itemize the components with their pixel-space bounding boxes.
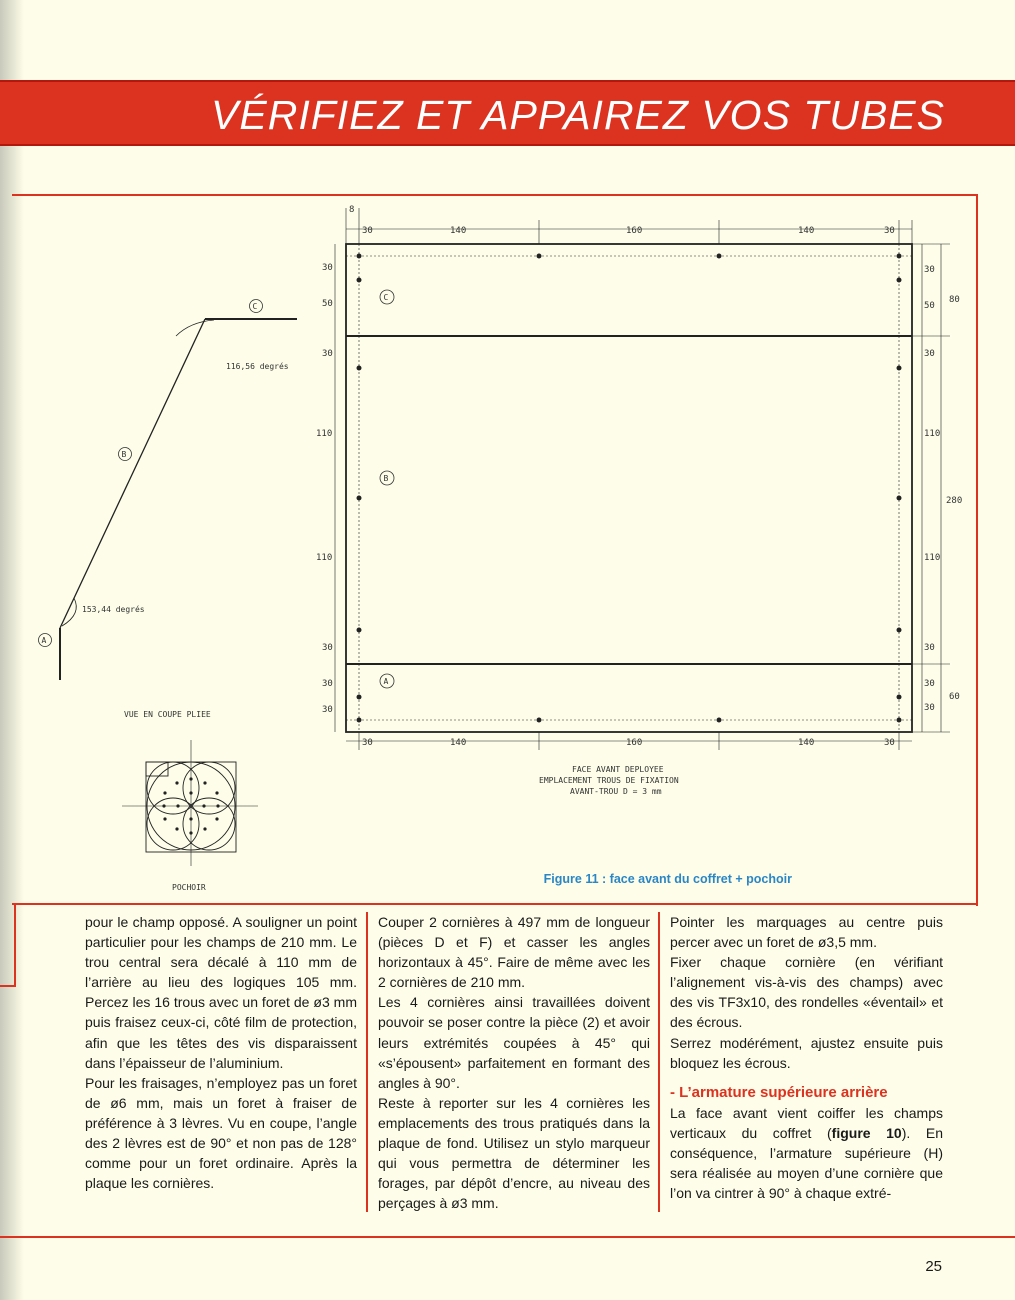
panel-label-c: C: [383, 293, 389, 302]
page-title: VÉRIFIEZ ET APPAIREZ VOS TUBES: [211, 92, 945, 138]
section-view-title: VUE EN COUPE PLIEE: [124, 710, 211, 719]
dim-left-30-c: 30: [322, 643, 333, 653]
section-label-a: A: [41, 636, 47, 645]
dim-right-30-c: 30: [924, 643, 935, 653]
panel-label-b: B: [383, 474, 389, 483]
panel-holes: [357, 254, 902, 723]
dim-bottom-30-right: 30: [884, 738, 895, 748]
paragraph: Serrez modérément, ajustez ensuite puis bloquez les écrous.: [670, 1034, 943, 1071]
dim-top-160: 160: [626, 226, 643, 236]
dim-left-110-a: 110: [316, 429, 333, 439]
section-line-b: [60, 319, 205, 628]
text-column-2: [378, 912, 650, 1213]
dim-bottom-140-right: 140: [798, 738, 815, 748]
dim-right-total-80: 80: [949, 295, 960, 305]
paragraph: Pour les fraisages, n’employez pas un foret de ø6 mm, mais un foret à fraiser de préférence à 3 lèvres. Vu en coupe, l’angle des 2 lèvres est de 90° et non pas de 128° comme pour un foret ordinaire. Après la plaque les cornières.: [85, 1074, 357, 1192]
section-markers: [39, 300, 263, 647]
dim-top-30-left: 30: [362, 226, 373, 236]
panel-title-line-2: EMPLACEMENT TROUS DE FIXATION: [539, 776, 679, 785]
dim-left-30-a: 30: [322, 263, 333, 273]
dim-top-8: 8: [349, 205, 355, 215]
dim-left-110-b: 110: [316, 553, 333, 563]
section-label-c: C: [252, 302, 258, 311]
angle-arc-top: [176, 320, 214, 336]
dim-right-30-e: 30: [924, 703, 935, 713]
dim-right-30-b: 30: [924, 349, 935, 359]
panel-label-a: A: [383, 677, 389, 686]
front-panel-drawing: [335, 208, 950, 750]
angle-bottom-label: 153,44 degrés: [82, 605, 145, 614]
dim-top-30-right: 30: [884, 226, 895, 236]
paragraph: Reste à reporter sur les 4 cornières les emplacements des trous pratiqués dans la plaque de fond. Utilisez un stylo marqueur qui vous permettra de déterminer les forages, par dépôt d’encre, au niveau des perçages à ø3 mm.: [378, 1094, 650, 1212]
dim-top-140-right: 140: [798, 226, 815, 236]
dim-right-30-a: 30: [924, 265, 935, 275]
dim-right-110-a: 110: [924, 429, 941, 439]
dim-left-30-e: 30: [322, 705, 333, 715]
dim-right-50: 50: [924, 301, 935, 311]
panel-title-line-1: FACE AVANT DEPLOYEE: [572, 765, 664, 774]
dim-right-total-280: 280: [946, 496, 963, 506]
dim-right-110-b: 110: [924, 553, 941, 563]
stencil-drawing: [122, 740, 258, 866]
dim-bottom-140-left: 140: [450, 738, 467, 748]
panel-markers: [380, 290, 394, 688]
dim-right-total-60: 60: [949, 692, 960, 702]
text-column-3: [670, 912, 943, 1203]
text-run: La face avant vient coiffer les champs verticaux du coffret (: [670, 1104, 943, 1141]
dim-bottom-30-left: 30: [362, 738, 373, 748]
column-separator: [366, 912, 368, 1212]
text-run: ). En conséquence, l’armature supérieure (H) sera réalisée au moyen d’une cornière que l’on va cintrer à 90° à chaque extré-: [670, 1124, 943, 1202]
dim-left-30-d: 30: [322, 679, 333, 689]
paragraph: Pointer les marquages au centre puis percer avec un foret de ø3,5 mm.: [670, 914, 943, 951]
angle-top-label: 116,56 degrés: [226, 362, 289, 371]
column-separator: [658, 912, 660, 1212]
angle-arc-bottom: [62, 598, 76, 626]
paragraph: Les 4 cornières ainsi travaillées doivent pouvoir se poser contre la pièce (2) et avoir leurs extrémités coupées à 45° qui «s’épousent» parfaitement en formant des angles à 90°.: [378, 994, 650, 1091]
figure-caption: Figure 11 : face avant du coffret + pochoir: [543, 872, 792, 886]
paragraph: pour le champ opposé. A souligner un point particulier pour les champs de 210 mm. Le trou central sera décalé à 110 mm de l’arrière au lieu des logiques 105 mm. Percez les 16 trous avec un foret de ø3 mm puis fraisez ceux-ci, côté film de protection, afin que les têtes des vis disparaissent dans l’épaisseur de l’aluminium.: [85, 914, 357, 1071]
panel-title-line-3: AVANT-TROU D = 3 mm: [570, 787, 662, 796]
section-subheading: - L’armature supérieure arrière: [670, 1083, 888, 1101]
figure-reference: figure 10: [831, 1124, 902, 1141]
paragraph: [670, 1103, 943, 1203]
text-column-1: [85, 912, 357, 1193]
dim-bottom-160: 160: [626, 738, 643, 748]
dim-left-50: 50: [322, 299, 333, 309]
dim-right-30-d: 30: [924, 679, 935, 689]
dim-top-140-left: 140: [450, 226, 467, 236]
paragraph: Couper 2 cornières à 497 mm de longueur (pièces D et F) et casser les angles horizontaux à 45°. Faire de même avec les 2 cornières de 210 mm.: [378, 914, 650, 991]
paragraph: Fixer chaque cornière (en vérifiant l’alignement vis-à-vis des champs) avec des vis TF3x10, des rondelles «éventail» et des écrous.: [670, 954, 943, 1031]
page-number: 25: [925, 1258, 942, 1275]
dim-left-30-b: 30: [322, 349, 333, 359]
stencil-title: POCHOIR: [172, 883, 206, 892]
section-view: [60, 319, 297, 680]
section-label-b: B: [121, 450, 127, 459]
footer-rule: [0, 1236, 1015, 1238]
